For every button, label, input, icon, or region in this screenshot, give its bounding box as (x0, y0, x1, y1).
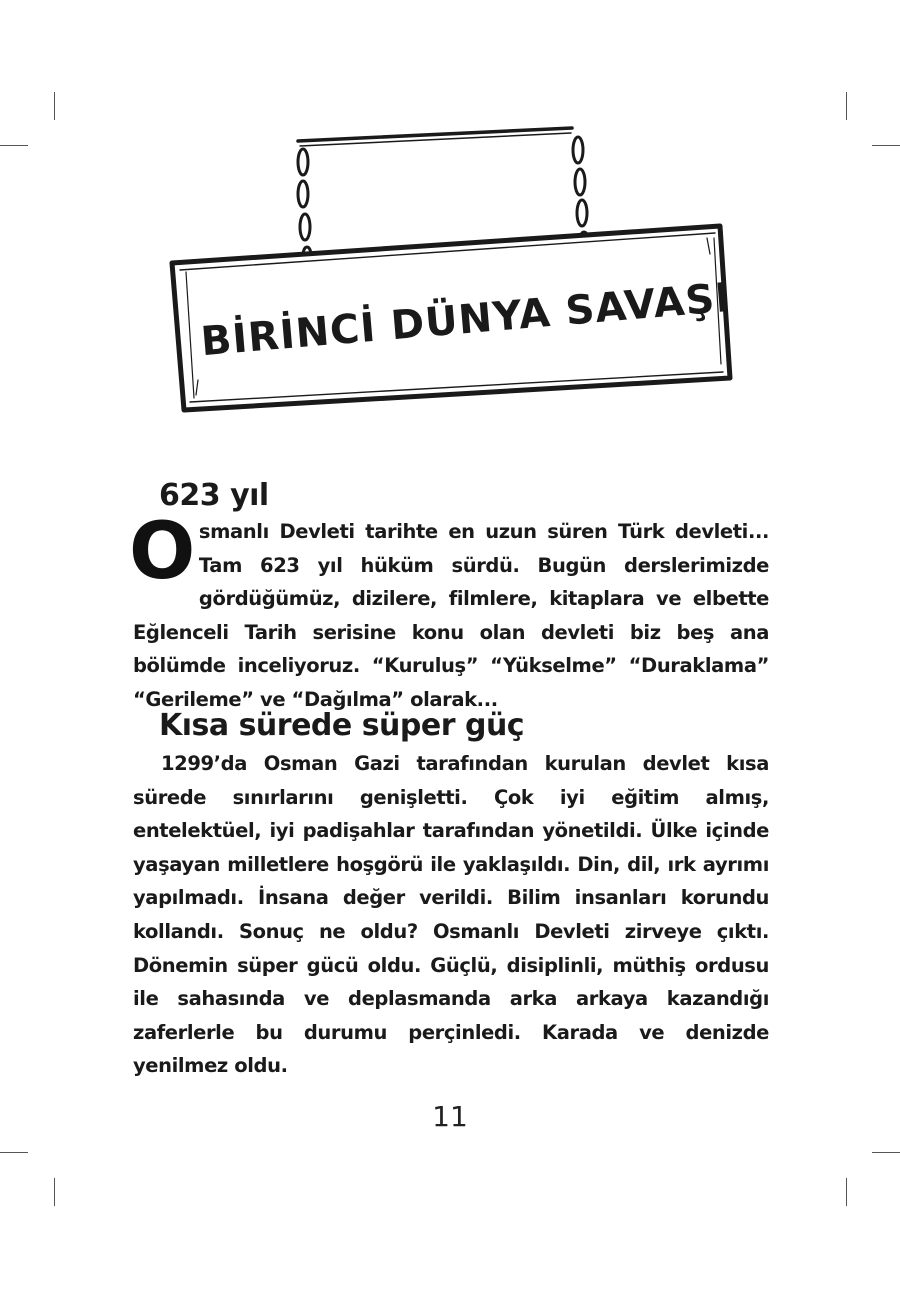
section-heading: 623 yıl (159, 478, 269, 513)
crop-mark (0, 1152, 28, 1153)
section-super-guc (133, 708, 769, 1083)
crop-mark (54, 1178, 55, 1206)
crop-mark (872, 1152, 900, 1153)
hanging-sign (0, 0, 900, 440)
section-body (129, 507, 769, 717)
sign-title: BİRİNCİ DÜNYA SAVAŞI (199, 274, 733, 366)
chain-left-icon (298, 149, 311, 263)
section-heading: Kısa sürede süper güç (159, 708, 525, 743)
section-body: 1299’da Osman Gazi tarafından kurulan devlet kısa sürede sınırlarını genişletti. Çok iyi eğitim almış, entelektüel, iyi padişahlar tarafından yönetildi. Ülke içinde yaşayan milletlere hoşgörü ile yaklaşıldı. Din, dil, ırk ayrımı yapılmadı. İnsana değer verildi. Bilim insanları korundu kollandı. Sonuç ne oldu? Osmanlı Devleti zirveye çıktı. Dönemin süper gücü oldu. Güçlü, disiplinli, müthiş ordusu ile sahasında ve deplasmanda arka arkaya kazandığı zaferlerle bu durumu perçinledi. Karada ve denizde yenilmez oldu. (133, 752, 769, 1078)
drop-cap: O (129, 507, 195, 597)
page-number: 11 (432, 1100, 468, 1133)
crop-mark (846, 1178, 847, 1206)
sign-hanger-bar (298, 128, 572, 146)
section-623-yil (129, 478, 769, 717)
chain-right-icon (573, 137, 588, 248)
section-body-text: smanlı Devleti tarihte en uzun süren Türk devleti... Tam 623 yıl hüküm sürdü. Bugün derslerimizde gördüğümüz, dizilere, filmlere, kitaplara ve elbette Eğlenceli Tarih serisine konu olan devleti biz beş ana bölümde inceliyoruz. “Kuruluş” “Yükselme” “Duraklama” “Gerileme” ve “Dağılma” olarak... (133, 520, 769, 711)
